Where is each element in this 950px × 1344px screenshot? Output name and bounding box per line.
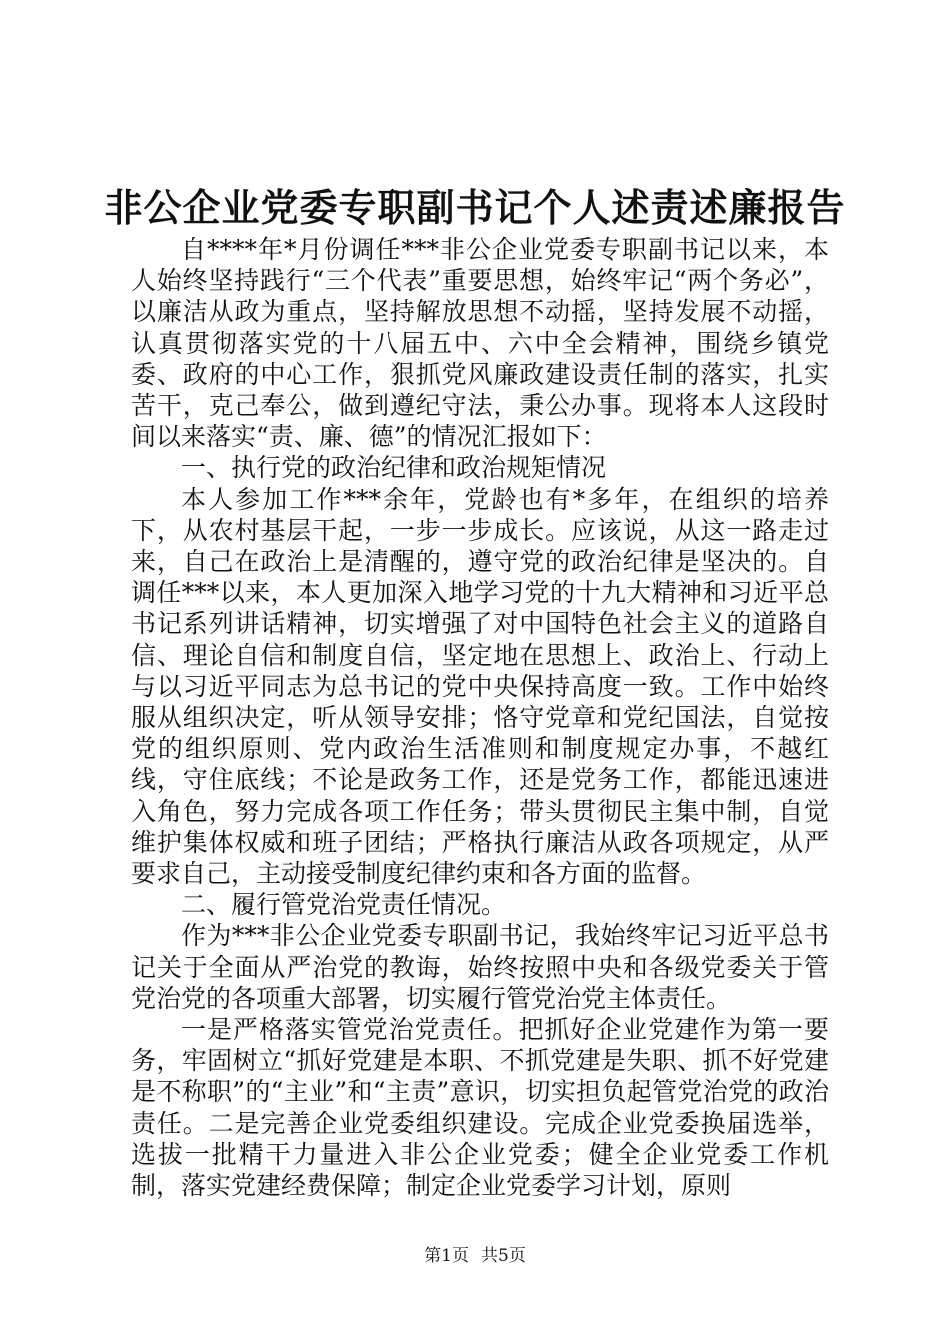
document-title: 非公企业党委专职副书记个人述责述廉报告 (104, 185, 846, 230)
page-footer (0, 1244, 950, 1268)
section-heading-2: 二、履行管党治党责任情况。 (181, 890, 507, 920)
paragraph-intro: 自****年*月份调任***非公企业党委专职副书记以来，本人始终坚持践行“三个代表”重要思想，始终牢记“两个务必”，以廉洁从政为重点，坚持解放思想不动摇，坚持发展不动摇，认真贯彻落实党的十八届五中、六中全会精神，围绕乡镇党委、政府的中心工作，狠抓党风廉政建设责任制的落实，扎实苦干，克己奉公，做到遵纪守法，秉公办事。现将本人这段时间以来落实“责、廉、德”的情况汇报如下： (131, 235, 829, 452)
paragraph-section-2-intro: 作为***非公企业党委专职副书记，我始终牢记习近平总书记关于全面从严治党的教诲，始终按照中央和各级党委关于管党治党的各项重大部署，切实履行管党治党主体责任。 (131, 921, 829, 1013)
paragraph-section-1: 本人参加工作***余年，党龄也有*多年，在组织的培养下，从农村基层干起，一步一步成长。应该说，从这一路走过来，自己在政治上是清醒的，遵守党的政治纪律是坚决的。自调任***以来，本人更加深入地学习党的十九大精神和习近平总书记系列讲话精神，切实增强了对中国特色社会主义的道路自信、理论自信和制度自信，坚定地在思想上、政治上、行动上与以习近平同志为总书记的党中央保持高度一致。工作中始终服从组织决定，听从领导安排；恪守党章和党纪国法，自觉按党的组织原则、党内政治生活准则和制度规定办事，不越红线，守住底线；不论是政务工作，还是党务工作，都能迅速进入角色，努力完成各项工作任务；带头贯彻民主集中制，自觉维护集体权威和班子团结；严格执行廉洁从政各项规定，从严要求自己，主动接受制度纪律约束和各方面的监督。 (131, 484, 829, 889)
document-body (131, 234, 829, 1201)
page-number: 第1页 (424, 1246, 469, 1266)
paragraph-section-2-points: 一是严格落实管党治党责任。把抓好企业党建作为第一要务，牢固树立“抓好党建是本职、不抓党建是失职、抓不好党建是不称职”的“主业”和“主责”意识，切实担负起管党治党的政治责任。二是完善企业党委组织建设。完成企业党委换届选举，选拔一批精干力量进入非公企业党委；健全企业党委工作机制，落实党建经费保障；制定企业党委学习计划，原则 (131, 1015, 829, 1201)
section-heading-1: 一、执行党的政治纪律和政治规矩情况 (181, 453, 607, 483)
page-total: 共5页 (481, 1246, 526, 1266)
